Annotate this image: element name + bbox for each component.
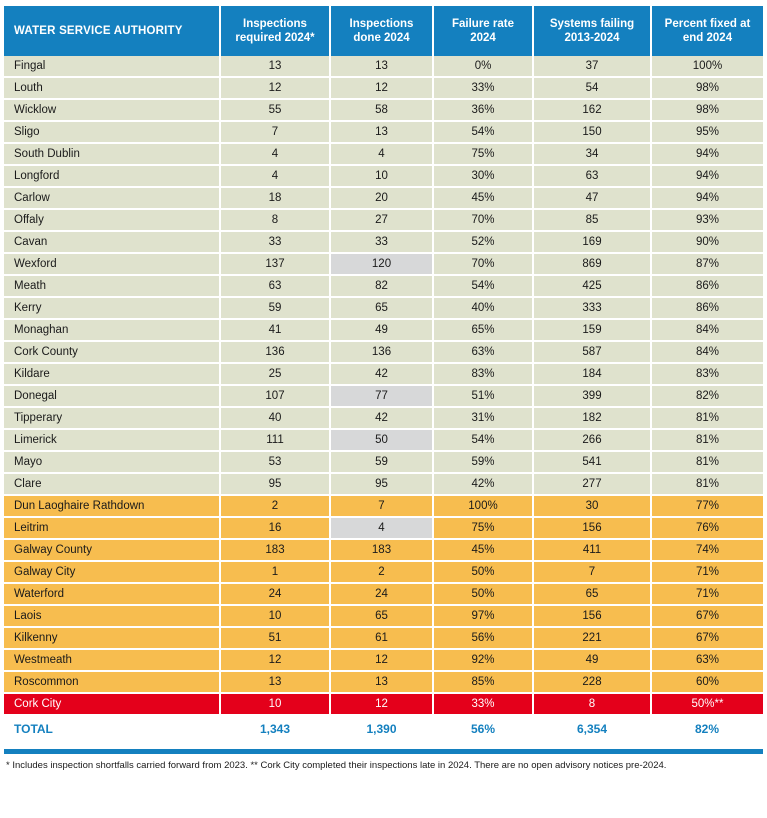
cell-failure-rate: 36% <box>433 99 533 121</box>
cell-inspections-done: 20 <box>330 187 433 209</box>
cell-failure-rate: 85% <box>433 671 533 693</box>
cell-systems-failing: 869 <box>533 253 651 275</box>
cell-percent-fixed: 84% <box>651 319 763 341</box>
cell-inspections-required: 137 <box>220 253 330 275</box>
cell-percent-fixed: 87% <box>651 253 763 275</box>
cell-percent-fixed: 94% <box>651 143 763 165</box>
cell-authority: Leitrim <box>4 517 220 539</box>
cell-total-fixed: 82% <box>651 715 763 742</box>
cell-authority: Louth <box>4 77 220 99</box>
cell-systems-failing: 54 <box>533 77 651 99</box>
cell-inspections-done: 50 <box>330 429 433 451</box>
cell-systems-failing: 277 <box>533 473 651 495</box>
cell-failure-rate: 50% <box>433 561 533 583</box>
cell-failure-rate: 33% <box>433 77 533 99</box>
table-row <box>4 319 763 341</box>
cell-systems-failing: 63 <box>533 165 651 187</box>
cell-inspections-done: 58 <box>330 99 433 121</box>
cell-systems-failing: 411 <box>533 539 651 561</box>
cell-systems-failing: 266 <box>533 429 651 451</box>
cell-authority: Kildare <box>4 363 220 385</box>
cell-authority: Monaghan <box>4 319 220 341</box>
cell-inspections-done: 24 <box>330 583 433 605</box>
cell-authority: Roscommon <box>4 671 220 693</box>
cell-inspections-required: 18 <box>220 187 330 209</box>
cell-inspections-done: 13 <box>330 671 433 693</box>
cell-percent-fixed: 98% <box>651 99 763 121</box>
cell-failure-rate: 75% <box>433 143 533 165</box>
cell-authority: Cork City <box>4 693 220 715</box>
cell-authority: South Dublin <box>4 143 220 165</box>
cell-authority: Cavan <box>4 231 220 253</box>
cell-authority: Wicklow <box>4 99 220 121</box>
table-row <box>4 451 763 473</box>
table-header-row <box>4 6 763 56</box>
table-body <box>4 56 763 742</box>
cell-failure-rate: 52% <box>433 231 533 253</box>
cell-percent-fixed: 81% <box>651 451 763 473</box>
table-row <box>4 429 763 451</box>
cell-authority: Laois <box>4 605 220 627</box>
cell-inspections-required: 55 <box>220 99 330 121</box>
cell-systems-failing: 34 <box>533 143 651 165</box>
cell-percent-fixed: 82% <box>651 385 763 407</box>
cell-percent-fixed: 90% <box>651 231 763 253</box>
cell-percent-fixed: 77% <box>651 495 763 517</box>
cell-inspections-done: 7 <box>330 495 433 517</box>
cell-authority: Limerick <box>4 429 220 451</box>
cell-percent-fixed: 93% <box>651 209 763 231</box>
cell-failure-rate: 45% <box>433 539 533 561</box>
table-total-row <box>4 715 763 742</box>
cell-systems-failing: 156 <box>533 517 651 539</box>
table-row <box>4 77 763 99</box>
table-row <box>4 407 763 429</box>
cell-inspections-done: 33 <box>330 231 433 253</box>
cell-inspections-done: 13 <box>330 56 433 77</box>
cell-inspections-done: 12 <box>330 77 433 99</box>
table-row <box>4 253 763 275</box>
cell-systems-failing: 587 <box>533 341 651 363</box>
cell-failure-rate: 54% <box>433 275 533 297</box>
cell-percent-fixed: 67% <box>651 605 763 627</box>
cell-inspections-required: 10 <box>220 693 330 715</box>
cell-authority: Longford <box>4 165 220 187</box>
cell-percent-fixed: 71% <box>651 583 763 605</box>
table-row <box>4 385 763 407</box>
cell-inspections-required: 13 <box>220 56 330 77</box>
cell-authority: Fingal <box>4 56 220 77</box>
cell-inspections-done: 42 <box>330 407 433 429</box>
table-row <box>4 671 763 693</box>
cell-percent-fixed: 63% <box>651 649 763 671</box>
table-row <box>4 209 763 231</box>
cell-failure-rate: 97% <box>433 605 533 627</box>
cell-inspections-required: 2 <box>220 495 330 517</box>
cell-failure-rate: 45% <box>433 187 533 209</box>
cell-systems-failing: 37 <box>533 56 651 77</box>
cell-inspections-required: 95 <box>220 473 330 495</box>
divider-bar <box>4 749 763 754</box>
cell-percent-fixed: 71% <box>651 561 763 583</box>
cell-inspections-done: 59 <box>330 451 433 473</box>
cell-percent-fixed: 86% <box>651 297 763 319</box>
cell-systems-failing: 30 <box>533 495 651 517</box>
cell-total-failing: 6,354 <box>533 715 651 742</box>
cell-inspections-required: 41 <box>220 319 330 341</box>
table-header <box>4 6 763 56</box>
table-row <box>4 56 763 77</box>
cell-systems-failing: 65 <box>533 583 651 605</box>
table-row <box>4 297 763 319</box>
cell-inspections-required: 136 <box>220 341 330 363</box>
table-row <box>4 363 763 385</box>
table-row <box>4 627 763 649</box>
column-header-inspections-done: Inspections done 2024 <box>330 6 433 56</box>
cell-failure-rate: 100% <box>433 495 533 517</box>
cell-inspections-done: 2 <box>330 561 433 583</box>
cell-inspections-required: 63 <box>220 275 330 297</box>
cell-inspections-required: 40 <box>220 407 330 429</box>
cell-inspections-done: 12 <box>330 649 433 671</box>
cell-systems-failing: 425 <box>533 275 651 297</box>
cell-percent-fixed: 94% <box>651 187 763 209</box>
cell-percent-fixed: 98% <box>651 77 763 99</box>
cell-failure-rate: 30% <box>433 165 533 187</box>
table-row <box>4 341 763 363</box>
cell-inspections-required: 111 <box>220 429 330 451</box>
report-table-panel <box>0 6 767 772</box>
cell-percent-fixed: 84% <box>651 341 763 363</box>
cell-inspections-done: 42 <box>330 363 433 385</box>
cell-percent-fixed: 81% <box>651 407 763 429</box>
cell-inspections-required: 13 <box>220 671 330 693</box>
cell-inspections-done: 136 <box>330 341 433 363</box>
cell-authority: Tipperary <box>4 407 220 429</box>
cell-inspections-done: 65 <box>330 297 433 319</box>
cell-percent-fixed: 83% <box>651 363 763 385</box>
cell-failure-rate: 70% <box>433 209 533 231</box>
cell-inspections-done: 95 <box>330 473 433 495</box>
cell-inspections-done: 4 <box>330 517 433 539</box>
cell-inspections-required: 107 <box>220 385 330 407</box>
cell-inspections-required: 1 <box>220 561 330 583</box>
table-row <box>4 583 763 605</box>
table-row <box>4 99 763 121</box>
cell-inspections-required: 53 <box>220 451 330 473</box>
cell-systems-failing: 85 <box>533 209 651 231</box>
table-row <box>4 473 763 495</box>
column-header-authority: WATER SERVICE AUTHORITY <box>4 6 220 56</box>
table-row <box>4 165 763 187</box>
cell-authority: Clare <box>4 473 220 495</box>
cell-authority: Galway City <box>4 561 220 583</box>
cell-inspections-done: 4 <box>330 143 433 165</box>
cell-systems-failing: 182 <box>533 407 651 429</box>
cell-percent-fixed: 86% <box>651 275 763 297</box>
table-row <box>4 275 763 297</box>
cell-failure-rate: 63% <box>433 341 533 363</box>
cell-failure-rate: 92% <box>433 649 533 671</box>
cell-inspections-done: 120 <box>330 253 433 275</box>
cell-inspections-done: 183 <box>330 539 433 561</box>
cell-inspections-required: 7 <box>220 121 330 143</box>
cell-percent-fixed: 74% <box>651 539 763 561</box>
cell-systems-failing: 541 <box>533 451 651 473</box>
cell-inspections-required: 33 <box>220 231 330 253</box>
cell-percent-fixed: 100% <box>651 56 763 77</box>
cell-failure-rate: 42% <box>433 473 533 495</box>
cell-systems-failing: 228 <box>533 671 651 693</box>
cell-inspections-done: 13 <box>330 121 433 143</box>
table-row <box>4 693 763 715</box>
table-row <box>4 495 763 517</box>
cell-systems-failing: 49 <box>533 649 651 671</box>
cell-total-label: TOTAL <box>4 715 220 742</box>
cell-failure-rate: 56% <box>433 627 533 649</box>
cell-percent-fixed: 76% <box>651 517 763 539</box>
table-row <box>4 649 763 671</box>
cell-authority: Carlow <box>4 187 220 209</box>
cell-authority: Sligo <box>4 121 220 143</box>
cell-inspections-done: 12 <box>330 693 433 715</box>
table-row <box>4 517 763 539</box>
cell-systems-failing: 150 <box>533 121 651 143</box>
table-row <box>4 121 763 143</box>
cell-inspections-required: 10 <box>220 605 330 627</box>
cell-authority: Cork County <box>4 341 220 363</box>
cell-inspections-required: 24 <box>220 583 330 605</box>
cell-systems-failing: 399 <box>533 385 651 407</box>
cell-inspections-done: 61 <box>330 627 433 649</box>
cell-inspections-required: 12 <box>220 649 330 671</box>
cell-failure-rate: 50% <box>433 583 533 605</box>
cell-inspections-done: 65 <box>330 605 433 627</box>
cell-percent-fixed: 60% <box>651 671 763 693</box>
cell-percent-fixed: 67% <box>651 627 763 649</box>
cell-inspections-done: 49 <box>330 319 433 341</box>
cell-authority: Offaly <box>4 209 220 231</box>
cell-systems-failing: 169 <box>533 231 651 253</box>
cell-failure-rate: 54% <box>433 121 533 143</box>
cell-systems-failing: 159 <box>533 319 651 341</box>
cell-total-required: 1,343 <box>220 715 330 742</box>
cell-systems-failing: 162 <box>533 99 651 121</box>
cell-systems-failing: 221 <box>533 627 651 649</box>
cell-authority: Kerry <box>4 297 220 319</box>
cell-authority: Galway County <box>4 539 220 561</box>
cell-failure-rate: 31% <box>433 407 533 429</box>
table-row <box>4 539 763 561</box>
cell-inspections-required: 12 <box>220 77 330 99</box>
column-header-failure-rate: Failure rate 2024 <box>433 6 533 56</box>
cell-inspections-required: 8 <box>220 209 330 231</box>
cell-systems-failing: 8 <box>533 693 651 715</box>
cell-authority: Kilkenny <box>4 627 220 649</box>
cell-failure-rate: 51% <box>433 385 533 407</box>
table-row <box>4 231 763 253</box>
cell-failure-rate: 75% <box>433 517 533 539</box>
cell-systems-failing: 7 <box>533 561 651 583</box>
cell-inspections-required: 4 <box>220 165 330 187</box>
water-service-authority-table <box>4 6 764 742</box>
cell-failure-rate: 83% <box>433 363 533 385</box>
cell-failure-rate: 0% <box>433 56 533 77</box>
cell-inspections-required: 59 <box>220 297 330 319</box>
cell-total-failure: 56% <box>433 715 533 742</box>
cell-authority: Mayo <box>4 451 220 473</box>
cell-percent-fixed: 50%** <box>651 693 763 715</box>
cell-inspections-required: 16 <box>220 517 330 539</box>
cell-percent-fixed: 95% <box>651 121 763 143</box>
cell-failure-rate: 65% <box>433 319 533 341</box>
cell-inspections-done: 10 <box>330 165 433 187</box>
cell-total-done: 1,390 <box>330 715 433 742</box>
cell-authority: Donegal <box>4 385 220 407</box>
table-row <box>4 605 763 627</box>
column-header-inspections-required: Inspections required 2024* <box>220 6 330 56</box>
cell-percent-fixed: 81% <box>651 473 763 495</box>
cell-inspections-done: 27 <box>330 209 433 231</box>
cell-authority: Wexford <box>4 253 220 275</box>
cell-inspections-required: 4 <box>220 143 330 165</box>
table-row <box>4 187 763 209</box>
table-footnote: * Includes inspection shortfalls carried forward from 2023. ** Cork City completed their inspections late in 2024. There are no open advisory notices pre-2024. <box>6 760 667 771</box>
cell-failure-rate: 70% <box>433 253 533 275</box>
cell-failure-rate: 40% <box>433 297 533 319</box>
cell-percent-fixed: 94% <box>651 165 763 187</box>
cell-systems-failing: 156 <box>533 605 651 627</box>
table-row <box>4 561 763 583</box>
cell-inspections-done: 82 <box>330 275 433 297</box>
cell-failure-rate: 33% <box>433 693 533 715</box>
cell-failure-rate: 59% <box>433 451 533 473</box>
cell-inspections-required: 183 <box>220 539 330 561</box>
cell-systems-failing: 333 <box>533 297 651 319</box>
cell-inspections-required: 51 <box>220 627 330 649</box>
table-row <box>4 143 763 165</box>
cell-percent-fixed: 81% <box>651 429 763 451</box>
cell-authority: Meath <box>4 275 220 297</box>
column-header-systems-failing: Systems failing 2013-2024 <box>533 6 651 56</box>
cell-inspections-done: 77 <box>330 385 433 407</box>
cell-authority: Waterford <box>4 583 220 605</box>
cell-authority: Westmeath <box>4 649 220 671</box>
cell-failure-rate: 54% <box>433 429 533 451</box>
cell-inspections-required: 25 <box>220 363 330 385</box>
cell-authority: Dun Laoghaire Rathdown <box>4 495 220 517</box>
cell-systems-failing: 47 <box>533 187 651 209</box>
column-header-percent-fixed: Percent fixed at end 2024 <box>651 6 763 56</box>
cell-systems-failing: 184 <box>533 363 651 385</box>
